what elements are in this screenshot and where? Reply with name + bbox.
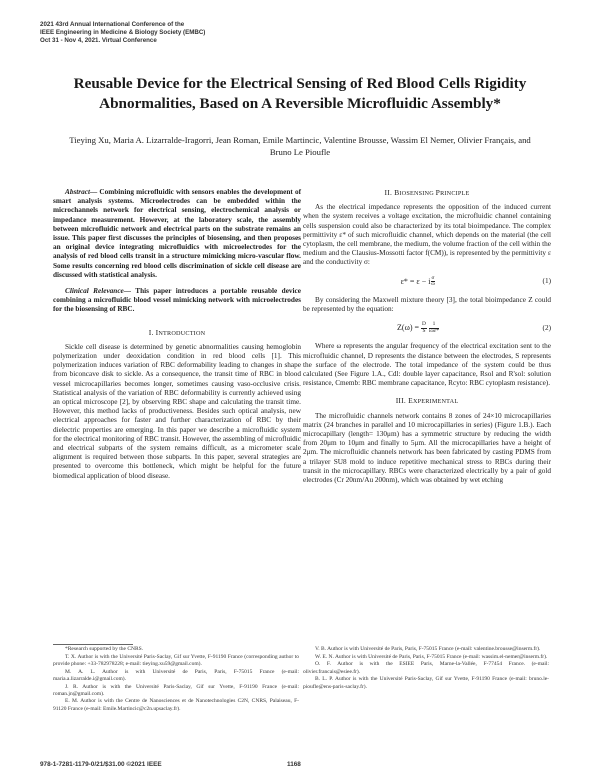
equation-1-label: (1) — [542, 277, 551, 286]
paper-title: Reusable Device for the Electrical Sensing of Red Blood Cells Rigidity Abnormalities, Based on A Reversible Microfluidic Assembly* — [73, 75, 527, 112]
abstract-text: Combining microfluidic with sensors enables the development of smart analysis systems. Microelectrodes can be embedded within the microchannels network for electrical sensing, electrochemical analysis or impedance measurement. However, at the laboratory scale, the assembly between microfluidic network and electrical parts on the substrate remains an issue. This paper first discusses the principles of biosensing, and then proposes an original device integrating microfluidics with microelectrodes for the analysis of red blood cells transit in a structure mimicking micro-vascular flow. Some results concerning red blood cells discrimination of sickle cell disease are discussed with statistical analysis. — [53, 188, 301, 279]
abstract-label: Abstract— — [65, 188, 98, 196]
footnote: T. X. Author is with the Université Paris-Saclay, Gif sur Yvette, F-91190 France (corresponding author to provide phone: +33-782978228; e-mail: tieying.xu59@gmail.com). — [53, 653, 299, 667]
right-column — [303, 188, 551, 485]
footnote: E. M. Author is with the Centre de Nanosciences et de Nanotechnologies C2N, CNRS, Palaiseau, F-91120 France (e-mail: Emile.Martincic@c2n.upsaclay.fr). — [53, 698, 299, 712]
footnotes-right — [303, 646, 549, 691]
clinical-relevance — [53, 287, 301, 315]
author-list: Tieying Xu, Maria A. Lizarralde-Iragorri, Jean Roman, Emile Martincic, Valentine Brousse, Wassim El Nemer, Olivier Français, and Bruno Le Pioufle — [69, 135, 531, 157]
left-column — [53, 188, 301, 481]
footnote: M. A. L. Author is with Université de Paris, Paris, F-75015 France (e-mail: maria.a.lizarralde.i@gmail.com). — [53, 668, 299, 682]
biosensing-paragraph-2: By considering the Maxwell mixture theory [3], the total bioimpedance Z could be represented by the equation: — [303, 295, 551, 314]
conference-line-3: Oct 31 - Nov 4, 2021. Virtual Conference — [40, 37, 157, 44]
footnotes-left — [53, 646, 299, 713]
section-heading-introduction: I. INTRODUCTION — [148, 327, 206, 337]
clinical-relevance-text: This paper introduces a portable reusable device combining a microfluidic blood vessel mimicking network with microelectrodes for the biosensing of RBC. — [53, 287, 301, 314]
footnote: W. E. N. Author is with Université de Paris, Paris, F-75015 France (e-mail: wassim.el-nemer@inserm.fr). — [315, 653, 548, 660]
abstract — [53, 188, 301, 280]
introduction-paragraph: Sickle cell disease is determined by genetic abnormalities causing hemoglobin polymerization under deoxidation condition in red blood cells [1]. This polymerization induces variation of RBC deformability leading to changes in shape from biconcave disk to sickle. As a consequence, the transit time of RBC in blood vessel microcapillaries becomes longer, sometimes causing vaso-occlusive crisis. Statistical analysis of the variation of RBC deformability is currently achieved using an optical microscope [2], by observing RBC shape and calculating the transit time. However, this method lacks of productiveness. Besides such optical analysis, new electrical approaches for faster and further characterization of RBC by their dielectric properties are emerging. In this paper we describe a microfluidic system for the electrical monitoring of RBC transit. However, the assembling of microfluidic and electrical subparts of the system remains difficult, as a micrometer scale alignment is required between those subparts. In this paper, several strategies are presented to overcome this bottleneck, which might be helpful for the future biomedical application of blood disease. — [53, 342, 301, 480]
conference-line-1: 2021 43rd Annual International Conference of the — [40, 21, 185, 28]
biosensing-paragraph-3: Where ω represents the angular frequency of the electrical excitation sent to the microfluidic channel, D represents the distance between the electrodes, S represents the surface of the electrode. The total impedance of the system could be thus calculated (See Figure 1.A., Cdl: double layer capacitance, Rsol and R'sol: solution resistance, Cmemb: RBC membrane capacitance, Rcyto: RBC cytoplasm resistance). — [303, 342, 551, 388]
section-heading-biosensing: II. BIOSENSING PRINCIPLE — [384, 188, 470, 197]
equation-2-label: (2) — [542, 323, 551, 332]
equation-2: Z(ω) = $\frac{D}{S}$ $\frac{1}{\text{iωε*}}$ (2) — [397, 321, 551, 334]
section-heading-experimental: III. EXPERIMENTAL — [395, 396, 459, 406]
footnote: B. L. P. Author is with the Université Paris-Saclay, Gif sur Yvette, F-91190 France (e-mail: bruno.le-pioufle@ens-paris-saclay.fr). — [303, 676, 549, 690]
footnote: J. R. Author is with the Université Paris-Saclay, Gif sur Yvette, F-91190 France (e-mail: roman.jn@gmail.com). — [53, 683, 299, 697]
experimental-paragraph: The microfluidic channels network contains 8 zones of 24×10 microcapillaries matrix (24 branches in parallel and 10 microcapillaries in series) (Figure 1.B.). Each microcapillary (length= 130μm) has a symmetric structure by reducing the width from 20μm to 10μm and finally to 5μm. All the microcapillaries have a height of 2μm. The microfluidic channels network has been fabricated by casting PDMS from a trilayer SU8 mold to induce repetitive mechanical stress to RBCs during their transit in the microcapillary. RBCs were characterized electrically by a pair of gold electrodes (Cr 20nm/Au 200nm), which was obtained by wet etching — [303, 411, 551, 485]
conference-line-2: IEEE Engineering in Medicine & Biology Society (EMBC) — [40, 29, 206, 36]
footnote: O. F. Author is with the ESIEE Paris, Marne-la-Vallée, F-77454 France. (e-mail: olivier.francais@esiee.fr). — [303, 661, 549, 675]
footnote: V. B. Author is with Université de Paris, Paris, F-75015 France (e-mail: valentine.brousse@inserm.fr). — [315, 646, 541, 652]
isbn-copyright: 978-1-7281-1179-0/21/$31.00 ©2021 IEEE — [40, 761, 162, 768]
footnote-divider — [53, 644, 133, 645]
conference-header — [40, 21, 205, 45]
clinical-relevance-label: Clinical Relevance— — [65, 287, 132, 296]
page-number: 1168 — [287, 761, 301, 768]
equation-1: ε* = ε − i $\frac{\sigma}{\omega}$ (1) — [400, 274, 551, 288]
footnote: *Research supported by the CNRS. — [65, 646, 144, 652]
biosensing-paragraph-1: As the electrical impedance represents the opposition of the induced current when the system receives a voltage excitation, the microfluidic channel containing cells suspension could also be characterized by its total bioimpedance. The complex permittivity ε* of such microfluidic channel, which depends on the material (the cell cytoplasm, the cell membrane, the medium, the volume fraction of the cell within the medium and the Clausius-Mossotti factor f(CM)), is represented by the permittivity ε and the conductivity σ: — [303, 203, 551, 267]
